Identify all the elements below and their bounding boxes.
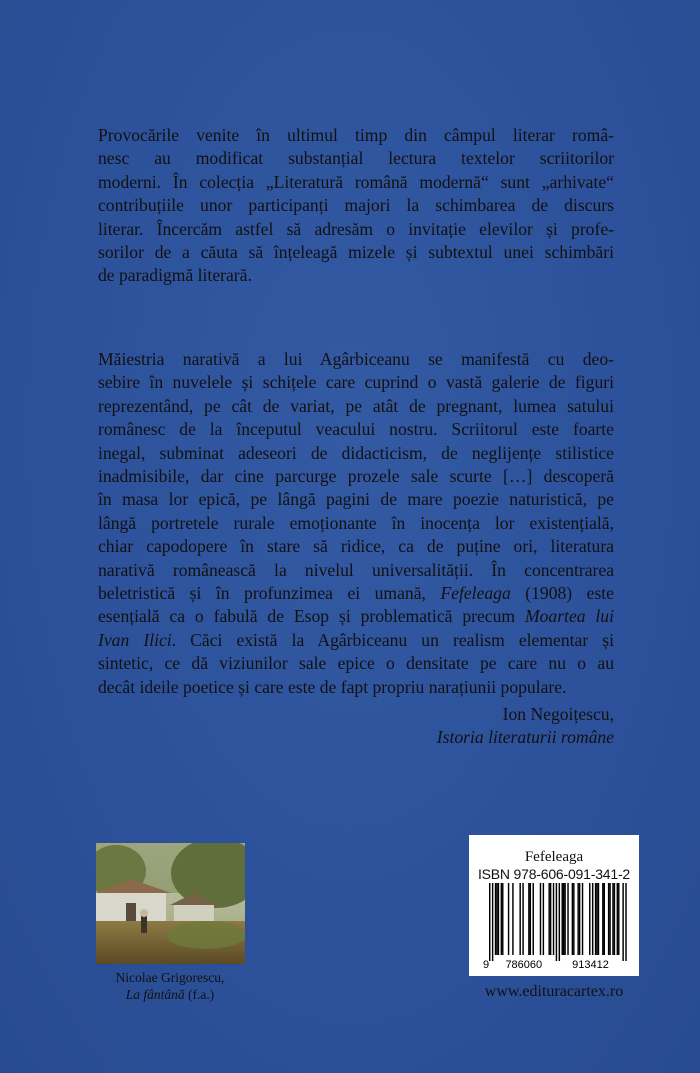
- barcode-bar: [543, 883, 544, 955]
- barcode-bar: [550, 883, 551, 955]
- quote-line: lângă portretele rurale emoționante în inocența lor existențială,: [98, 512, 614, 533]
- attribution-work: Istoria literaturii române: [436, 727, 614, 748]
- barcode-bar: [533, 883, 534, 955]
- barcode-bars: [483, 883, 633, 969]
- barcode-bar: [572, 883, 573, 955]
- barcode-bar: [608, 883, 609, 955]
- quote-line: inegal, subminat adeseori de didacticism, de neglijențe stilistice: [98, 442, 614, 463]
- intro-line: de paradigmă literară.: [98, 265, 252, 286]
- barcode-bar: [589, 883, 590, 955]
- quote-line: narativă românească la nivelul universalității. În concentrarea: [98, 559, 614, 580]
- quote-line: Ivan Ilici. Căci există la Agârbiceanu un realism elementar și: [98, 629, 614, 650]
- barcode-bar: [528, 883, 529, 955]
- quote-line: în masa lor epică, pe lângă pagini de mare poezie naturistică, pe: [98, 489, 614, 510]
- barcode-isbn: ISBN 978-606-091-341-2: [477, 866, 631, 882]
- barcode-bar: [563, 883, 564, 955]
- barcode-bar: [622, 883, 623, 961]
- barcode-bar: [553, 883, 554, 955]
- barcode-bar: [592, 883, 593, 955]
- barcode-bar: [562, 883, 563, 955]
- painting-caption: [84, 969, 256, 1003]
- quote-line: esențială ca o fabulă de Esop și problematică precum Moartea lui: [98, 606, 614, 627]
- intro-line: contribuțiile unor participanți majori la schimbarea de discurs: [98, 195, 614, 216]
- barcode-bar: [501, 883, 502, 955]
- barcode-bar: [495, 883, 496, 955]
- publisher-website: www.edituracartex.ro: [484, 983, 624, 1000]
- painting-image: [96, 843, 245, 964]
- barcode-bar: [604, 883, 605, 955]
- quote-line: beletristică și în profunzimea ei umană, Fefeleaga (1908) este: [98, 583, 614, 604]
- intro-line: Provocările venite în ultimul timp din câmpul literar româ-: [98, 125, 614, 145]
- barcode-bar: [564, 883, 565, 955]
- barcode-bar: [596, 883, 597, 955]
- barcode-bar: [602, 883, 603, 955]
- quote-line: inadmisibile, dar cine parcurge prozele sale scurte […] descoperă: [98, 466, 614, 487]
- barcode-bar: [598, 883, 599, 955]
- quote-line: sebire în nuvelele și schițele care cuprind o vastă galerie de figuri: [98, 372, 614, 393]
- barcode-bar: [579, 883, 580, 955]
- attribution-author: Ion Negoițescu,: [502, 704, 614, 724]
- quote-line: reprezentând, pe cât de variat, pe atât de pregnant, lumea satului: [98, 395, 614, 416]
- barcode-bar: [612, 883, 613, 955]
- barcode-book-title: Fefeleaga: [524, 849, 584, 865]
- barcode-bar: [508, 883, 509, 955]
- quote-line: decât ideile poetice și care este de fapt propriu narațiunii populare.: [98, 676, 567, 697]
- barcode-bar: [618, 883, 619, 955]
- barcode-bar: [595, 883, 596, 955]
- barcode-box: [469, 835, 639, 976]
- barcode-bar: [614, 883, 615, 955]
- barcode-digits-text: 9: [483, 959, 490, 969]
- barcode-digits-text: 786060: [505, 959, 543, 969]
- barcode-bar: [540, 883, 541, 955]
- barcode-bar: [573, 883, 574, 955]
- barcode-bar: [582, 883, 583, 955]
- barcode-bar: [559, 883, 560, 961]
- barcode-bar: [625, 883, 626, 961]
- barcode-bar: [556, 883, 557, 961]
- barcode-bar: [496, 883, 497, 955]
- intro-line: literar. Încercăm astfel să adresăm o invitație elevilor și profe-: [98, 218, 614, 239]
- barcode-bar: [577, 883, 578, 955]
- quote-line: chiar capodopere în stare să ridice, ca de puține ori, literatura: [98, 536, 614, 557]
- painting-title: La fântână: [125, 987, 185, 1002]
- quote-line: Măiestria narativă a lui Agârbiceanu se manifestă cu deo-: [98, 349, 614, 369]
- painting-thumbnail: [96, 843, 245, 964]
- barcode-bar: [522, 883, 523, 955]
- quote-line: sintetic, ce dă viziunilor sale epice o densitate pe care nu o au: [98, 653, 614, 674]
- barcode-bar: [530, 883, 531, 955]
- quote-line: românesc de la începutul veacului nostru. Scriitorul este foarte: [98, 419, 614, 440]
- intro-line: moderni. În colecția „Literatură română modernă“ sunt „arhivate“: [98, 171, 614, 192]
- barcode-bar: [617, 883, 618, 955]
- intro-paragraph: [98, 124, 614, 288]
- barcode-digits-text: 913412: [572, 959, 609, 969]
- barcode-bar: [609, 883, 610, 955]
- barcode-bar: [548, 883, 549, 955]
- barcode-bar: [502, 883, 503, 955]
- barcode-bar: [512, 883, 513, 955]
- barcode-bar: [489, 883, 490, 961]
- barcode-bar: [498, 883, 499, 955]
- quote-paragraph: [98, 348, 614, 699]
- barcode-bar: [519, 883, 520, 955]
- painting-artist: Nicolae Grigorescu,: [115, 970, 225, 985]
- painting-note: (f.a.): [188, 987, 215, 1002]
- intro-line: nesc au modificat substanțial lectura textelor scriitorilor: [98, 148, 614, 169]
- intro-line: sorilor de a căuta să înțeleagă mizele și subtextul unei schimbări: [98, 242, 614, 263]
- barcode-bar: [492, 883, 493, 961]
- quote-attribution: [437, 703, 614, 750]
- barcode-bar: [567, 883, 568, 955]
